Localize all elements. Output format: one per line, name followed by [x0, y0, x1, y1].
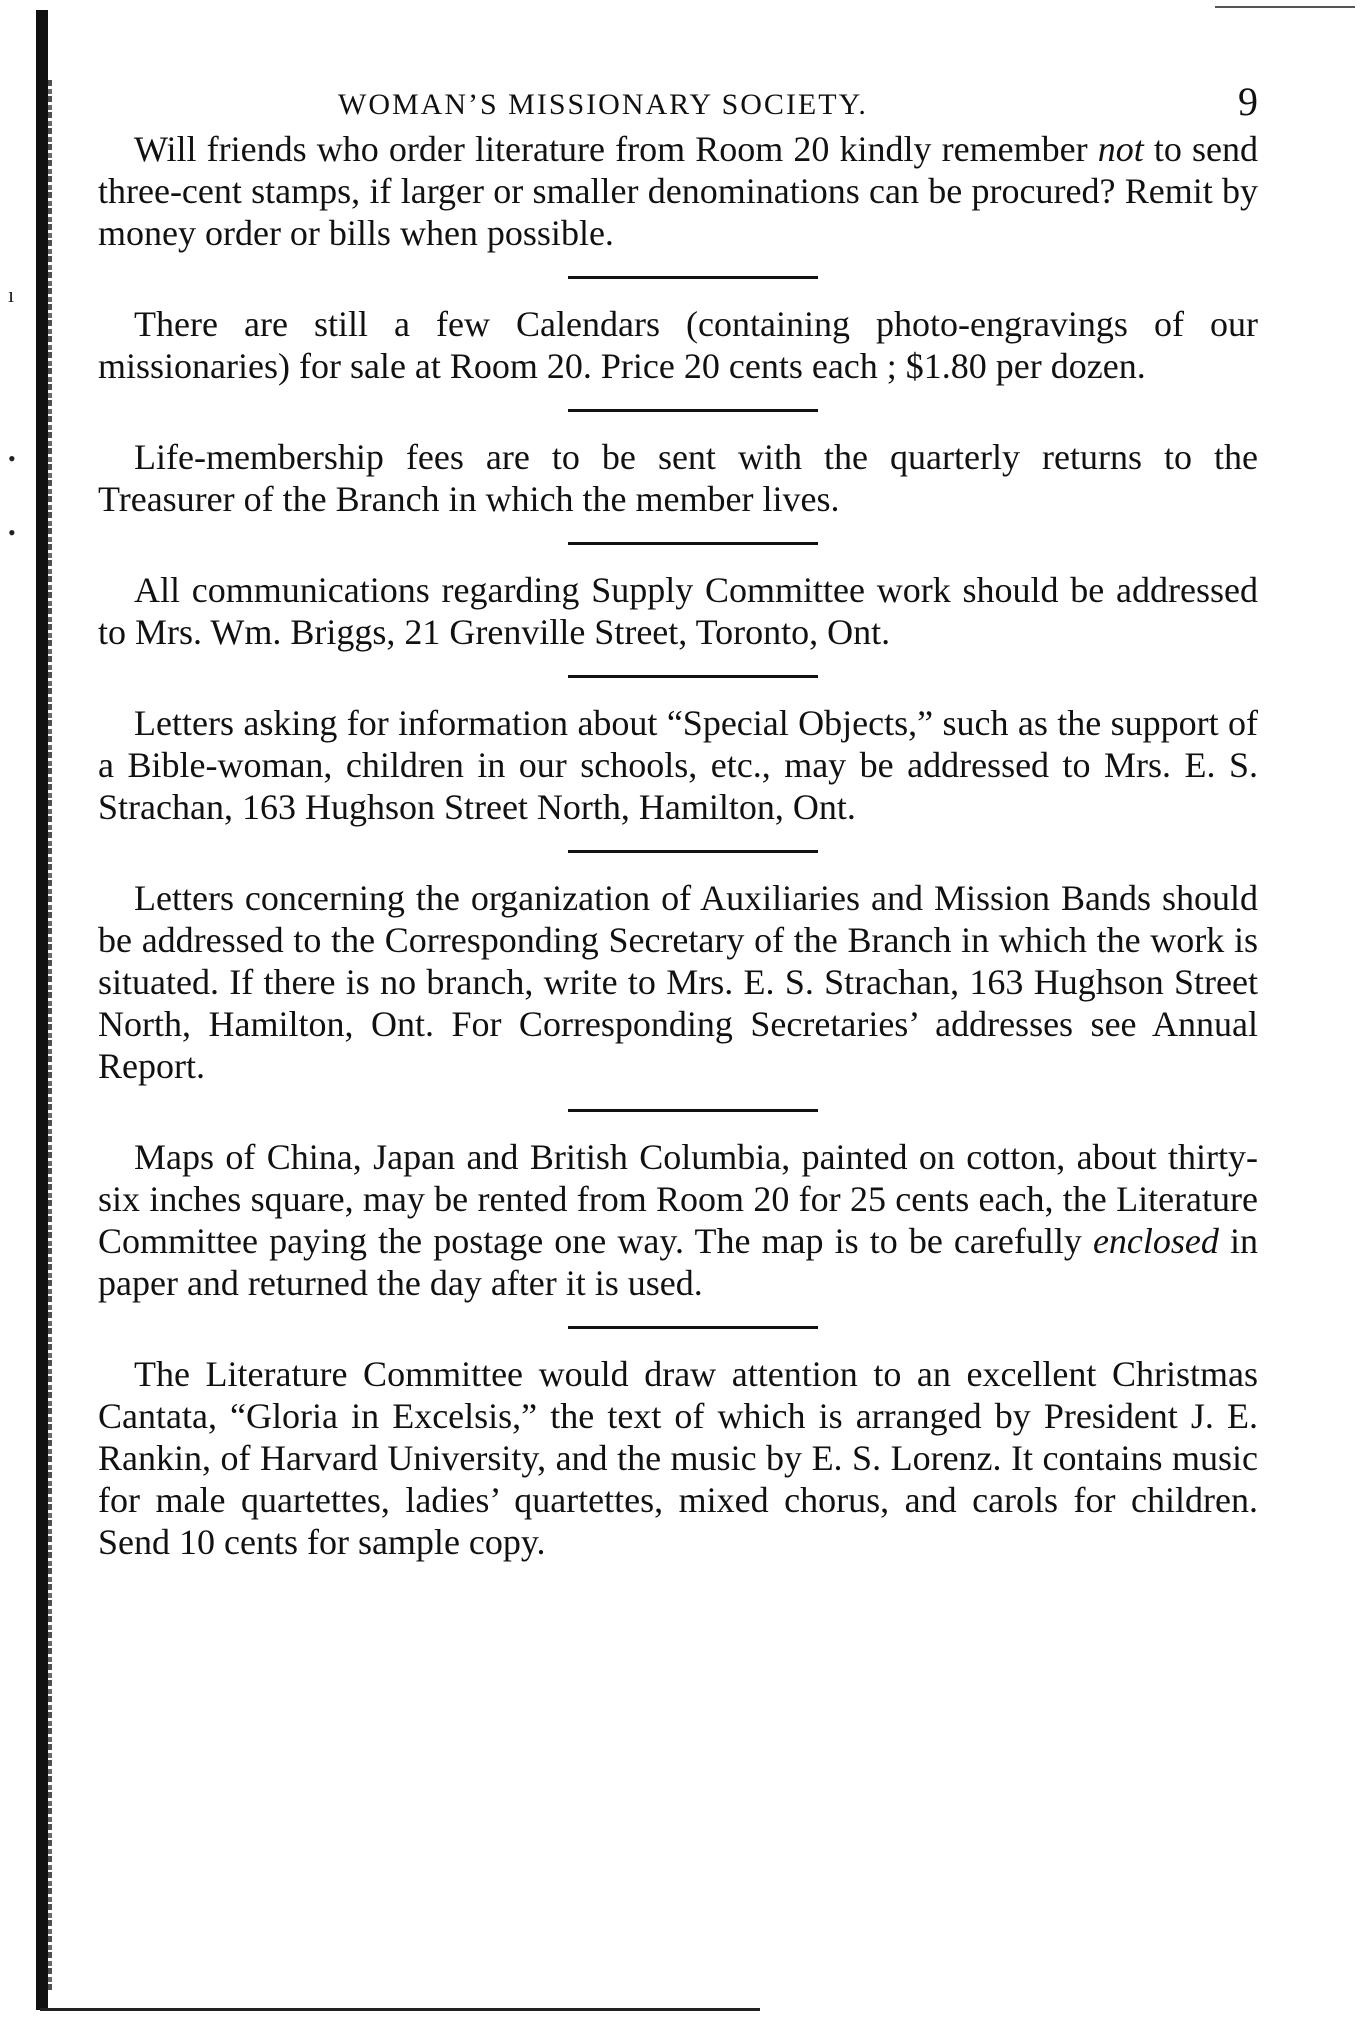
notice-maps: Maps of China, Japan and British Columbia, painted on cotton, about thirty-six inches square, may be rented from Room 20 for 25 cents each, the Literature Committee paying the postage one way. The map is to be carefully enclosed in paper and returned the day after it is used.	[98, 1137, 1258, 1303]
notice-calendars: There are still a few Calendars (containing photo-engravings of our missionaries) for sale at Room 20. Price 20 cents each ; $1.80 per dozen.	[98, 304, 1258, 386]
binding-texture	[48, 80, 52, 1990]
margin-mark: ı	[8, 282, 15, 307]
section-rule	[568, 850, 818, 853]
notice-literature-stamps: Will friends who order literature from Room 20 kindly remember not to send three-cent stamps, if larger or smaller denominations can be procured? Remit by money order or bills when possible.	[98, 129, 1258, 253]
running-head: WOMAN’S MISSIONARY SOCIETY.	[338, 88, 868, 121]
notice-auxiliaries: Letters concerning the organization of Auxiliaries and Mission Bands should be addressed to the Corresponding Secretary of the Branch in which the work is situated. If there is no branch, write to Mrs. E. S. Strachan, 163 Hughson Street North, Hamilton, Ont. For Corresponding Secretaries’ addresses see Annual Report.	[98, 878, 1258, 1086]
notice-life-membership: Life-membership fees are to be sent with the quarterly returns to the Treasurer of the Branch in which the member lives.	[98, 437, 1258, 519]
top-edge-rule	[1215, 6, 1355, 8]
section-rule	[568, 675, 818, 678]
page-header	[98, 78, 1258, 128]
page-number: 9	[1238, 79, 1258, 124]
notice-christmas-cantata: The Literature Committee would draw attention to an excellent Christmas Cantata, “Gloria in Excelsis,” the text of which is arranged by President J. E. Rankin, of Harvard University, and the music by E. S. Lorenz. It contains music for male quartettes, ladies’ quartettes, mixed chorus, and carols for children. Send 10 cents for sample copy.	[98, 1354, 1258, 1562]
section-rule	[568, 276, 818, 279]
binding-edge	[36, 10, 48, 2010]
bottom-edge-rule	[40, 2008, 760, 2011]
section-rule	[568, 542, 818, 545]
notice-special-objects: Letters asking for information about “Special Objects,” such as the support of a Bible-woman, children in our schools, etc., may be addressed to Mrs. E. S. Strachan, 163 Hughson Street North, Hamilton, Ont.	[98, 703, 1258, 827]
notice-supply-committee: All communications regarding Supply Committee work should be addressed to Mrs. Wm. Briggs, 21 Grenville Street, Toronto, Ont.	[98, 570, 1258, 652]
section-rule	[568, 409, 818, 412]
section-rule	[568, 1326, 818, 1329]
section-rule	[568, 1109, 818, 1112]
margin-mark: •	[8, 446, 16, 471]
margin-mark: •	[8, 520, 16, 545]
page-content	[98, 78, 1258, 1563]
